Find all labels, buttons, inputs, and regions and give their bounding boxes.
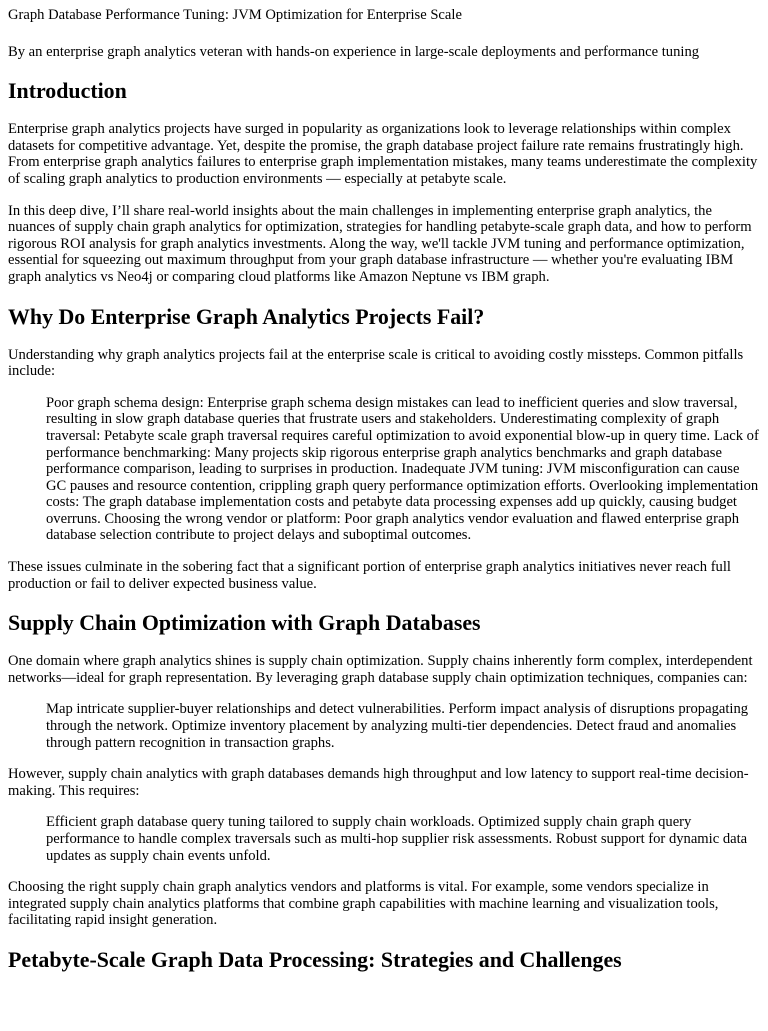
article-page <box>0 7 768 972</box>
heading-introduction: Introduction <box>8 78 127 104</box>
why-fail-pitfalls-quote: Poor graph schema design: Enterprise graph schema design mistakes can lead to inefficient queries and slow traversal, resulting in slow graph database queries that frustrate users and stakeholders. Underestimating complexity of graph traversal: Petabyte scale graph traversal requires careful optimization to avoid exponential blow-up in query time. Lack of performance benchmarking: Many projects skip rigorous enterprise graph analytics benchmarks and graph database performance comparison, leading to surprises in production. Inadequate JVM tuning: JVM misconfiguration can cause GC pauses and resource contention, crippling graph query performance optimization efforts. Overlooking implementation costs: The graph database implementation costs and petabyte data processing expenses add up quickly, causing budget overruns. Choosing the wrong vendor or platform: Poor graph analytics vendor evaluation and flawed enterprise graph database selection contribute to project delays and suboptimal outcomes. <box>46 394 759 544</box>
supply-chain-paragraph-1: One domain where graph analytics shines is supply chain optimization. Supply chains inherently form complex, interdependent networks—ideal for graph representation. By leveraging graph database supply chain optimization techniques, companies can: <box>8 653 753 686</box>
supply-chain-capabilities-quote: Map intricate supplier-buyer relationships and detect vulnerabilities. Perform impact analysis of disruptions propagating through the network. Optimize inventory placement by analyzing multi-tier dependencies. Detect fraud and anomalies through pattern recognition in transaction graphs. <box>46 701 749 751</box>
why-fail-paragraph-2: These issues culminate in the sobering fact that a significant portion of enterprise graph analytics initiatives never reach full production or fail to deliver expected business value. <box>8 559 731 592</box>
intro-paragraph-1: Enterprise graph analytics projects have surged in popularity as organizations look to leverage relationships within complex datasets for competitive advantage. Yet, despite the promise, the graph database project failure rate remains frustratingly high. From enterprise graph analytics failures to enterprise graph implementation mistakes, many teams underestimate the complexity of scaling graph analytics to production environments — especially at petabyte scale. <box>8 121 758 187</box>
heading-petabyte: Petabyte-Scale Graph Data Processing: Strategies and Challenges <box>8 946 622 972</box>
supply-chain-requirements-quote: Efficient graph database query tuning tailored to supply chain workloads. Optimized supply chain graph query performance to handle complex traversals such as multi-hop supplier risk assessments. Robust support for dynamic data updates as supply chain events unfold. <box>46 814 748 864</box>
intro-paragraph-2: In this deep dive, I’ll share real-world insights about the main challenges in implementing enterprise graph analytics, the nuances of supply chain graph analytics for optimization, strategies for handling petabyte-scale graph data, and how to perform rigorous ROI analysis for graph analytics investments. Along the way, we'll tackle JVM tuning and performance optimization, essential for squeezing out maximum throughput from your graph database infrastructure — whether you're evaluating IBM graph analytics vs Neo4j or comparing cloud platforms like Amazon Neptune vs IBM graph. <box>8 202 752 285</box>
article-title: Graph Database Performance Tuning: JVM Optimization for Enterprise Scale <box>8 7 462 23</box>
why-fail-paragraph-1: Understanding why graph analytics projects fail at the enterprise scale is critical to avoiding costly missteps. Common pitfalls include: <box>8 346 744 380</box>
heading-why-fail: Why Do Enterprise Graph Analytics Projects Fail? <box>8 303 485 329</box>
supply-chain-paragraph-2: However, supply chain analytics with graph databases demands high throughput and low latency to support real-time decision-making. This requires: <box>8 766 749 799</box>
article-byline: By an enterprise graph analytics veteran with hands-on experience in large-scale deployments and performance tuning <box>8 43 700 60</box>
supply-chain-paragraph-3: Choosing the right supply chain graph analytics vendors and platforms is vital. For example, some vendors specialize in integrated supply chain analytics platforms that combine graph capabilities with machine learning and visualization tools, facilitating rapid insight generation. <box>8 879 719 929</box>
heading-supply-chain: Supply Chain Optimization with Graph Databases <box>8 610 481 636</box>
